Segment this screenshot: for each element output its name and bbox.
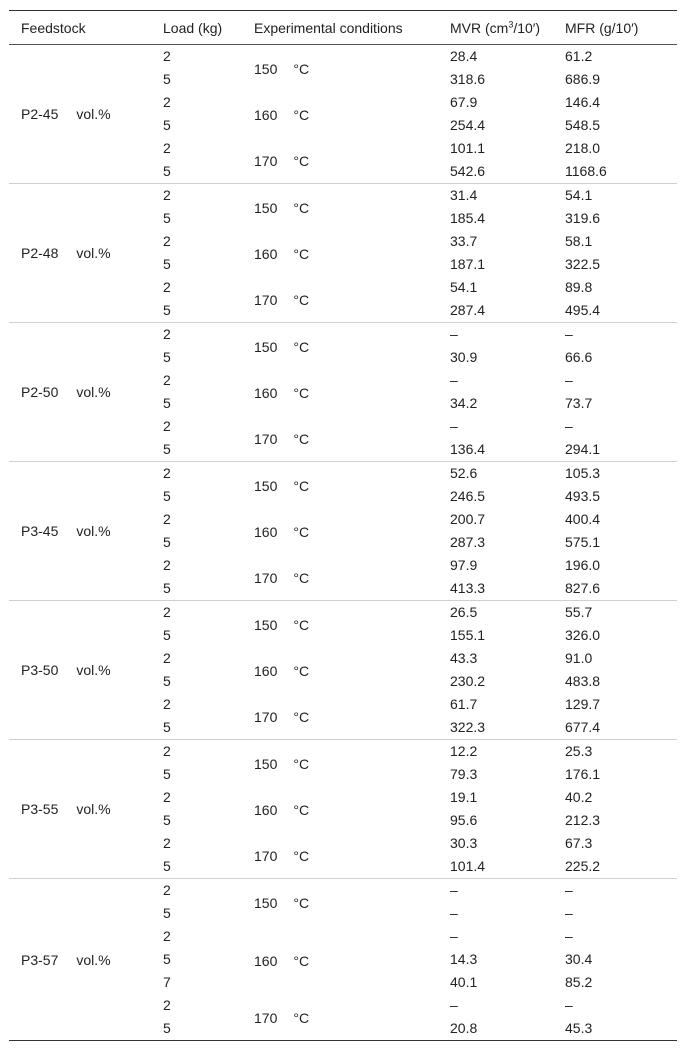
load-cell: 2 [163, 279, 171, 295]
temperature-unit: °C [293, 663, 310, 679]
table-row [9, 948, 677, 971]
mfr-cell: 495.4 [565, 302, 601, 318]
load-cell: 2 [163, 604, 171, 620]
load-cell: 5 [163, 256, 171, 272]
mvr-cell: 95.6 [450, 812, 478, 828]
temperature-value: 170 [254, 292, 278, 308]
data-table [9, 10, 677, 1041]
mvr-cell: 26.5 [450, 604, 478, 620]
temperature-block [9, 994, 677, 1040]
mvr-cell: – [450, 372, 458, 388]
temperature-value: 170 [254, 570, 278, 586]
table-row [9, 879, 677, 902]
load-cell: 5 [163, 302, 171, 318]
mvr-cell: 30.9 [450, 349, 478, 365]
temperature-block [9, 879, 677, 925]
temperature-block [9, 693, 677, 739]
feedstock-group [9, 740, 677, 879]
load-cell: 5 [163, 349, 171, 365]
load-cell: 5 [163, 441, 171, 457]
table-row [9, 832, 677, 855]
mvr-cell: – [450, 928, 458, 944]
temperature-block [9, 554, 677, 600]
load-cell: 5 [163, 580, 171, 596]
mfr-cell: 322.5 [565, 256, 601, 272]
temperature-value: 150 [254, 895, 278, 911]
temperature-block [9, 369, 677, 415]
mvr-cell: – [450, 997, 458, 1013]
table-row [9, 184, 677, 207]
load-cell: 2 [163, 372, 171, 388]
table-row [9, 740, 677, 763]
mvr-cell: 14.3 [450, 951, 478, 967]
mfr-cell: 196.0 [565, 557, 601, 573]
table-row [9, 716, 677, 739]
mfr-cell: 73.7 [565, 395, 593, 411]
mfr-cell: – [565, 326, 573, 342]
mfr-cell: 225.2 [565, 858, 601, 874]
temperature-value: 150 [254, 617, 278, 633]
temperature-block [9, 184, 677, 230]
load-cell: 5 [163, 719, 171, 735]
load-cell: 2 [163, 94, 171, 110]
temperature-value: 160 [254, 952, 278, 969]
temperature-value: 150 [254, 339, 278, 355]
temperature-unit: °C [293, 756, 310, 772]
table-row [9, 438, 677, 461]
table-row [9, 392, 677, 415]
mvr-cell: 101.1 [450, 140, 486, 156]
temperature-block [9, 230, 677, 276]
temperature-unit: °C [293, 61, 310, 77]
temperature-value: 150 [254, 61, 278, 77]
table-row [9, 577, 677, 600]
mvr-cell: 287.4 [450, 302, 486, 318]
load-cell: 5 [163, 766, 171, 782]
mvr-cell: 322.3 [450, 719, 486, 735]
table-row [9, 693, 677, 716]
temperature-block [9, 323, 677, 369]
load-cell: 5 [163, 395, 171, 411]
load-cell: 2 [163, 233, 171, 249]
temperature-block [9, 786, 677, 832]
mvr-cell: 200.7 [450, 511, 486, 527]
mvr-cell: – [450, 326, 458, 342]
table-row [9, 554, 677, 577]
table-row [9, 601, 677, 624]
table-row [9, 369, 677, 392]
feedstock-name: P2-45 [21, 106, 59, 122]
mfr-cell: 105.3 [565, 465, 601, 481]
feedstock-group [9, 323, 677, 462]
table-row [9, 137, 677, 160]
temperature-unit: °C [293, 200, 310, 216]
temperature-unit: °C [293, 107, 310, 123]
temperature-value: 160 [254, 107, 278, 123]
load-cell: 2 [163, 418, 171, 434]
temperature-block [9, 45, 677, 91]
mfr-cell: 89.8 [565, 279, 593, 295]
feedstock-unit: vol.% [76, 523, 111, 539]
temperature-unit: °C [293, 617, 310, 633]
table-row [9, 253, 677, 276]
temperature-unit: °C [293, 478, 310, 494]
table-row [9, 160, 677, 183]
feedstock-unit: vol.% [76, 951, 111, 968]
feedstock-unit: vol.% [76, 384, 111, 400]
table-row [9, 299, 677, 322]
table-row [9, 276, 677, 299]
mfr-cell: 686.9 [565, 71, 601, 87]
mvr-cell: 287.3 [450, 534, 486, 550]
mvr-cell: 155.1 [450, 627, 486, 643]
mfr-cell: 45.3 [565, 1020, 593, 1036]
table-row [9, 230, 677, 253]
load-cell: 2 [163, 882, 171, 898]
load-cell: 5 [163, 951, 171, 967]
mfr-cell: 85.2 [565, 974, 593, 990]
table-row [9, 415, 677, 438]
mfr-cell: 40.2 [565, 789, 593, 805]
table-row [9, 855, 677, 878]
mfr-cell: 54.1 [565, 187, 593, 203]
header-mvr: MVR $(cm^3/10')$ [450, 19, 541, 36]
mfr-cell: 483.8 [565, 673, 601, 689]
mfr-cell: 294.1 [565, 441, 601, 457]
table-row [9, 207, 677, 230]
mvr-cell: 101.4 [450, 858, 486, 874]
load-cell: 2 [163, 511, 171, 527]
temperature-unit: °C [293, 292, 310, 308]
mvr-cell: 33.7 [450, 233, 478, 249]
load-cell: 5 [163, 905, 171, 921]
temperature-block [9, 601, 677, 647]
mfr-cell: – [565, 928, 573, 944]
mfr-cell: 212.3 [565, 812, 601, 828]
feedstock-name: P2-50 [21, 384, 59, 400]
table-row [9, 462, 677, 485]
temperature-block [9, 276, 677, 322]
temperature-unit: °C [293, 431, 310, 447]
mfr-cell: 30.4 [565, 951, 593, 967]
temperature-unit: °C [293, 570, 310, 586]
mfr-cell: 827.6 [565, 580, 601, 596]
temperature-unit: °C [293, 524, 310, 540]
mfr-cell: 677.4 [565, 719, 601, 735]
mfr-cell: 400.4 [565, 511, 601, 527]
temperature-value: 150 [254, 756, 278, 772]
mvr-cell: 28.4 [450, 48, 478, 64]
mfr-cell: – [565, 418, 573, 434]
table-row [9, 763, 677, 786]
temperature-value: 160 [254, 802, 278, 818]
mvr-cell: 185.4 [450, 210, 486, 226]
mfr-cell: 25.3 [565, 743, 593, 759]
table-row [9, 114, 677, 137]
table-header [9, 11, 677, 45]
temperature-unit: °C [293, 848, 310, 864]
feedstock-name: P3-57 [21, 951, 59, 968]
load-cell: 5 [163, 117, 171, 133]
temperature-unit: °C [293, 709, 310, 725]
table-row [9, 670, 677, 693]
load-cell: 2 [163, 326, 171, 342]
header-feedstock: Feedstock [21, 20, 86, 36]
temperature-block [9, 647, 677, 693]
feedstock-name: P3-45 [21, 523, 59, 539]
mfr-cell: – [565, 882, 573, 898]
mvr-cell: – [450, 905, 458, 921]
load-cell: 5 [163, 812, 171, 828]
temperature-unit: °C [293, 1010, 310, 1026]
temperature-block [9, 925, 677, 994]
temperature-block [9, 508, 677, 554]
temperature-value: 170 [254, 709, 278, 725]
feedstock-unit: vol.% [76, 662, 111, 678]
feedstock-name: P3-55 [21, 801, 59, 817]
table-row [9, 925, 677, 948]
feedstock-unit: vol.% [76, 245, 111, 261]
temperature-value: 160 [254, 246, 278, 262]
temperature-value: 160 [254, 663, 278, 679]
table-row [9, 531, 677, 554]
mfr-cell: 218.0 [565, 140, 601, 156]
mvr-cell: 230.2 [450, 673, 486, 689]
table-row [9, 346, 677, 369]
temperature-block [9, 415, 677, 461]
load-cell: 2 [163, 187, 171, 203]
load-cell: 5 [163, 534, 171, 550]
temperature-value: 150 [254, 478, 278, 494]
temperature-unit: °C [293, 895, 310, 911]
feedstock-group [9, 601, 677, 740]
mvr-cell: 34.2 [450, 395, 478, 411]
mvr-cell: 19.1 [450, 789, 478, 805]
table-row [9, 323, 677, 346]
mvr-cell: 31.4 [450, 187, 478, 203]
mfr-cell: – [565, 905, 573, 921]
mvr-cell: 43.3 [450, 650, 478, 666]
mvr-cell: 67.9 [450, 94, 478, 110]
mfr-cell: 55.7 [565, 604, 593, 620]
load-cell: 2 [163, 928, 171, 944]
feedstock-group [9, 879, 677, 1041]
load-cell: 5 [163, 858, 171, 874]
header-mfr: MFR (g/10′) [565, 20, 639, 36]
load-cell: 5 [163, 1020, 171, 1036]
mfr-cell: 575.1 [565, 534, 601, 550]
feedstock-unit: vol.% [76, 106, 111, 122]
mvr-cell: 136.4 [450, 441, 486, 457]
load-cell: 2 [163, 650, 171, 666]
mfr-cell: 548.5 [565, 117, 601, 133]
load-cell: 5 [163, 673, 171, 689]
load-cell: 2 [163, 997, 171, 1013]
temperature-unit: °C [293, 339, 310, 355]
mvr-cell: 54.1 [450, 279, 478, 295]
temperature-block [9, 91, 677, 137]
temperature-unit: °C [293, 952, 310, 969]
mvr-cell: 246.5 [450, 488, 486, 504]
load-cell: 5 [163, 488, 171, 504]
load-cell: 2 [163, 835, 171, 851]
feedstock-group [9, 184, 677, 323]
mfr-cell: 319.6 [565, 210, 601, 226]
temperature-unit: °C [293, 385, 310, 401]
temperature-unit: °C [293, 153, 310, 169]
mvr-cell: 12.2 [450, 743, 478, 759]
table-body [9, 45, 677, 1041]
load-cell: 5 [163, 163, 171, 179]
load-cell: 7 [163, 974, 171, 990]
mfr-cell: 91.0 [565, 650, 593, 666]
load-cell: 2 [163, 48, 171, 64]
mvr-cell: 542.6 [450, 163, 486, 179]
temperature-value: 170 [254, 1010, 278, 1026]
load-cell: 2 [163, 789, 171, 805]
load-cell: 2 [163, 743, 171, 759]
feedstock-group [9, 45, 677, 184]
load-cell: 2 [163, 140, 171, 156]
mvr-cell: 254.4 [450, 117, 486, 133]
header-conditions: Experimental conditions [254, 20, 403, 36]
table-row [9, 809, 677, 832]
temperature-value: 170 [254, 153, 278, 169]
table-row [9, 624, 677, 647]
mfr-cell: 61.2 [565, 48, 593, 64]
temperature-value: 150 [254, 200, 278, 216]
table-row [9, 786, 677, 809]
mfr-cell: 1168.6 [565, 163, 607, 179]
table-row [9, 68, 677, 91]
load-cell: 2 [163, 696, 171, 712]
mvr-cell: 20.8 [450, 1020, 478, 1036]
mfr-cell: 176.1 [565, 766, 601, 782]
mvr-cell: 187.1 [450, 256, 486, 272]
table-row [9, 647, 677, 670]
table-row [9, 508, 677, 531]
load-cell: 2 [163, 557, 171, 573]
temperature-block [9, 137, 677, 183]
feedstock-name: P3-50 [21, 662, 59, 678]
mfr-cell: 58.1 [565, 233, 593, 249]
table-row [9, 485, 677, 508]
mvr-cell: 61.7 [450, 696, 478, 712]
header-load: Load (kg) [163, 20, 223, 36]
feedstock-unit: vol.% [76, 801, 111, 817]
temperature-value: 160 [254, 385, 278, 401]
mvr-cell: 318.6 [450, 71, 486, 87]
mfr-cell: – [565, 372, 573, 388]
table-row [9, 971, 677, 994]
temperature-value: 160 [254, 524, 278, 540]
mvr-cell: 30.3 [450, 835, 478, 851]
feedstock-name: P2-48 [21, 245, 59, 261]
temperature-value: 170 [254, 431, 278, 447]
mvr-cell: 52.6 [450, 465, 478, 481]
load-cell: 2 [163, 465, 171, 481]
table-row [9, 1017, 677, 1040]
mfr-cell: 326.0 [565, 627, 601, 643]
mfr-cell: 66.6 [565, 349, 593, 365]
temperature-value: 170 [254, 848, 278, 864]
mvr-cell: 40.1 [450, 974, 478, 990]
table-row [9, 994, 677, 1017]
mfr-cell: 129.7 [565, 696, 601, 712]
temperature-block [9, 462, 677, 508]
load-cell: 5 [163, 71, 171, 87]
mfr-cell: 493.5 [565, 488, 601, 504]
mfr-cell: – [565, 997, 573, 1013]
mvr-cell: 97.9 [450, 557, 478, 573]
temperature-unit: °C [293, 246, 310, 262]
temperature-block [9, 740, 677, 786]
load-cell: 5 [163, 627, 171, 643]
table-row [9, 902, 677, 925]
feedstock-group [9, 462, 677, 601]
temperature-block [9, 832, 677, 878]
mfr-cell: 67.3 [565, 835, 593, 851]
mvr-cell: – [450, 418, 458, 434]
mvr-cell: 413.3 [450, 580, 486, 596]
mvr-cell: – [450, 882, 458, 898]
load-cell: 5 [163, 210, 171, 226]
table-row [9, 45, 677, 68]
mfr-cell: 146.4 [565, 94, 601, 110]
temperature-unit: °C [293, 802, 310, 818]
table-row [9, 91, 677, 114]
mvr-cell: 79.3 [450, 766, 478, 782]
